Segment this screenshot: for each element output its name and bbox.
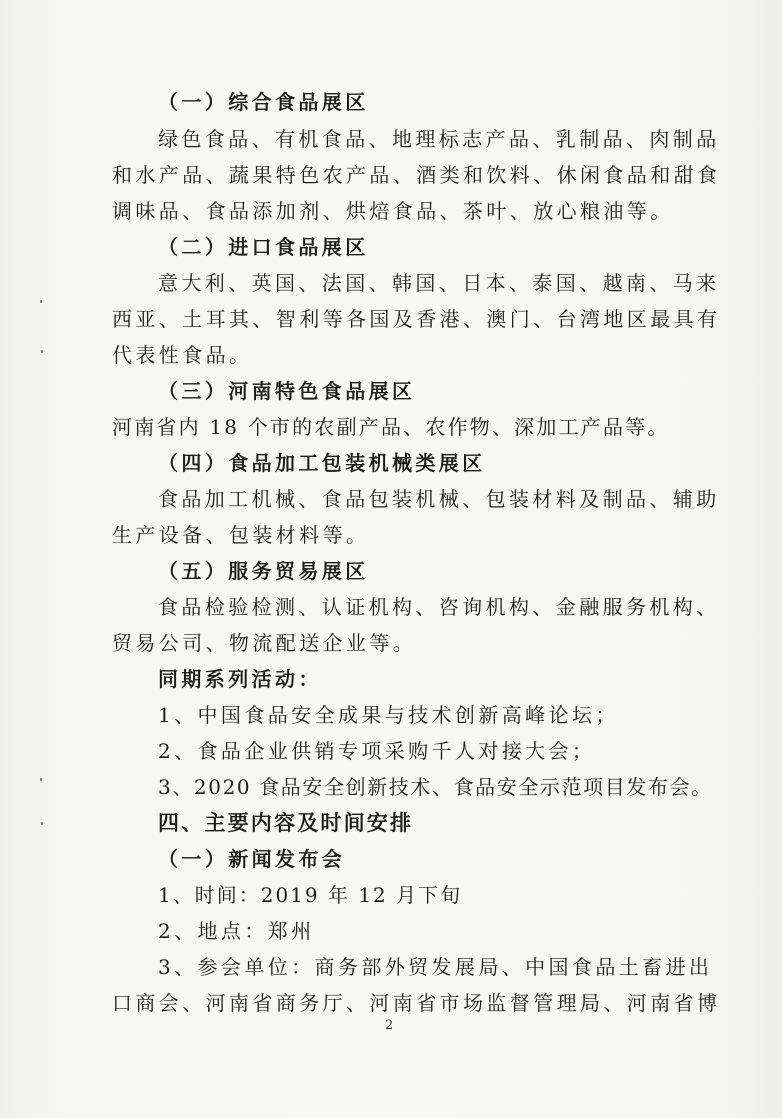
section-heading-activities: 同期系列活动： (158, 667, 322, 691)
paragraph-line: 贸易公司、物流配送企业等。 (112, 631, 417, 655)
scan-speck (40, 778, 42, 781)
paragraph-line: 生产设备、包装材料等。 (112, 523, 370, 547)
list-item: 2、食品企业供销专项采购千人对接大会； (158, 739, 596, 763)
section-heading-imported-food: （二）进口食品展区 (158, 235, 369, 259)
paragraph-line: 意大利、英国、法国、韩国、日本、泰国、越南、马来 (158, 271, 720, 295)
section-heading-press-conference: （一）新闻发布会 (158, 847, 346, 871)
paragraph-line: 调味品、食品添加剂、烘焙食品、茶叶、放心粮油等。 (112, 199, 674, 223)
list-item: 2、地点：郑州 (158, 919, 315, 943)
list-item: 3、参会单位：商务部外贸发展局、中国食品土畜进出 (158, 955, 713, 979)
list-item: 1、时间：2019 年 12 月下旬 (158, 883, 463, 907)
list-item: 1、中国食品安全成果与技术创新高峰论坛； (158, 703, 619, 727)
section-heading-service-trade: （五）服务贸易展区 (158, 559, 369, 583)
paragraph-line: 食品加工机械、食品包装机械、包装材料及制品、辅助 (158, 487, 720, 511)
list-item: 3、2020 食品安全创新技术、食品安全示范项目发布会。 (158, 775, 713, 799)
scan-speck (41, 350, 43, 353)
page-number: 2 (385, 1018, 394, 1033)
paragraph-line: 绿色食品、有机食品、地理标志产品、乳制品、肉制品 (158, 127, 720, 151)
scan-speck (40, 300, 42, 303)
paragraph-line: 食品检验检测、认证机构、咨询机构、金融服务机构、 (158, 595, 720, 619)
paragraph-line: 河南省内 18 个市的农副产品、农作物、深加工产品等。 (112, 415, 670, 439)
paragraph-line: 口商会、河南省商务厅、河南省市场监督管理局、河南省博 (112, 991, 721, 1015)
scan-speck (41, 822, 43, 825)
paragraph-line: 和水产品、蔬果特色农产品、酒类和饮料、休闲食品和甜食 (112, 163, 721, 187)
paragraph-line: 代表性食品。 (112, 343, 253, 367)
chapter-heading: 四、主要内容及时间安排 (158, 810, 414, 835)
section-heading-comprehensive-food: （一）综合食品展区 (158, 90, 369, 114)
section-heading-machinery: （四）食品加工包装机械类展区 (158, 451, 486, 475)
paragraph-line: 西亚、土耳其、智利等各国及香港、澳门、台湾地区最具有 (112, 307, 721, 331)
section-heading-henan-food: （三）河南特色食品展区 (158, 379, 416, 403)
